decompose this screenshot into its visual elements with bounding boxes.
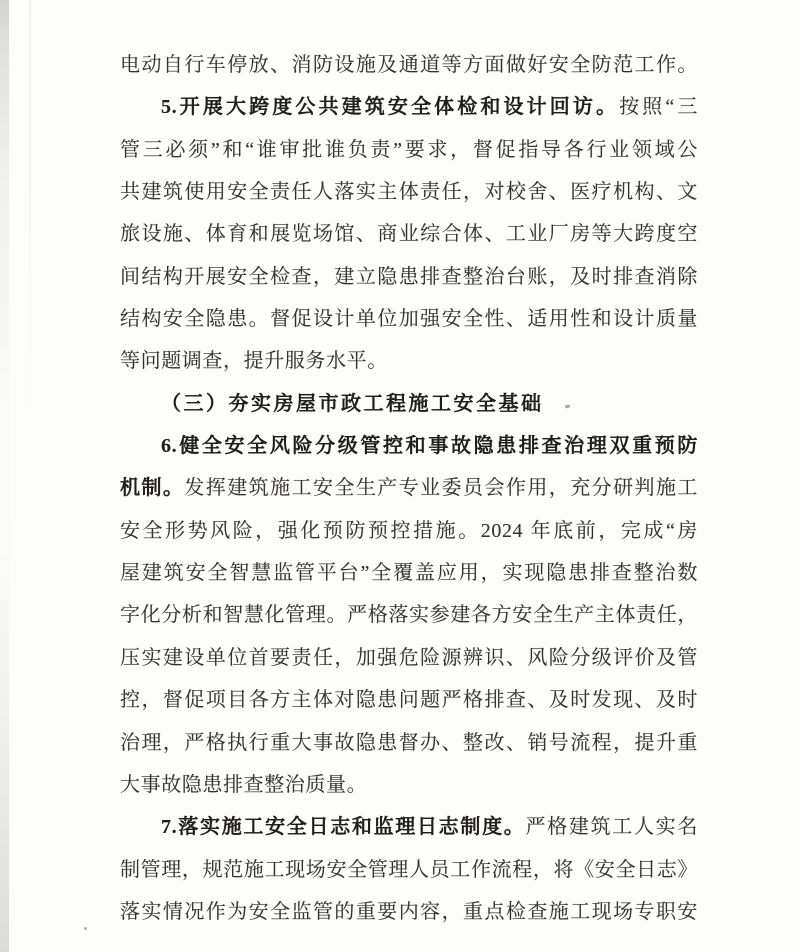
text-line bbox=[120, 213, 698, 255]
scan-edge-artifact bbox=[0, 0, 9, 952]
text-line bbox=[120, 44, 698, 86]
text-line bbox=[120, 86, 698, 128]
text-line bbox=[120, 510, 698, 552]
text-segment: 治理，严格执行重大事故隐患督办、整改、销号流程，提升重 bbox=[120, 731, 698, 754]
text-segment: 旅设施、体育和展览场馆、商业综合体、工业厂房等大跨度空 bbox=[120, 223, 698, 246]
bold-text-segment: 6.健全安全风险分级管控和事故隐患排查治理双重预防 bbox=[161, 435, 698, 458]
scan-fold-line-artifact bbox=[29, 0, 31, 420]
text-segment: 间结构开展安全检查，建立隐患排查整治台账，及时排查消除 bbox=[120, 265, 698, 288]
text-segment: 控，督促项目各方主体对隐患问题严格排查、及时发现、及时 bbox=[120, 689, 698, 712]
text-line bbox=[120, 764, 698, 806]
text-segment: 按照“三 bbox=[619, 96, 698, 119]
bold-text-segment: 5.开展大跨度公共建筑安全体检和设计回访。 bbox=[161, 96, 620, 119]
text-segment: 电动自行车停放、消防设施及通道等方面做好安全防范工作。 bbox=[120, 54, 698, 76]
text-line bbox=[120, 467, 698, 509]
bold-text-segment: 7.落实施工安全日志和监理日志制度。 bbox=[161, 816, 526, 839]
text-line bbox=[120, 425, 698, 467]
text-segment: 屋建筑安全智慧监管平台”全覆盖应用，实现隐患排查整治数 bbox=[120, 562, 698, 585]
section-heading bbox=[120, 383, 698, 425]
text-segment: 发挥建筑施工安全生产专业委员会作用，充分研判施工 bbox=[184, 477, 698, 500]
text-segment: 落实情况作为安全监管的重要内容，重点检查施工现场专职安 bbox=[120, 900, 698, 923]
text-segment: 制管理，规范施工现场安全管理人员工作流程，将《安全日志》 bbox=[120, 858, 698, 881]
text-segment: 严格建筑工人实名 bbox=[525, 816, 698, 839]
text-line bbox=[120, 256, 698, 298]
text-segment: 字化分析和智慧化管理。严格落实参建各方安全生产主体责任， bbox=[120, 604, 698, 627]
text-line bbox=[120, 171, 698, 213]
document-text-block bbox=[120, 44, 698, 933]
text-line bbox=[120, 340, 698, 382]
text-segment: 压实建设单位首要责任，加强危险源辨识、风险分级评价及管 bbox=[120, 646, 698, 669]
bold-text-segment: 机制。 bbox=[120, 477, 185, 500]
scan-speck-bottom-left bbox=[84, 927, 87, 930]
text-segment: 大事故隐患排查整治质量。 bbox=[120, 773, 368, 796]
text-line bbox=[120, 298, 698, 340]
text-line bbox=[120, 594, 698, 636]
text-line bbox=[120, 129, 698, 171]
text-segment: 管三必须”和“谁审批谁负责”要求，督促指导各行业领域公 bbox=[120, 138, 698, 161]
text-line bbox=[120, 722, 698, 764]
text-line bbox=[120, 849, 698, 891]
text-segment: 共建筑使用安全责任人落实主体责任，对校舍、医疗机构、文 bbox=[120, 181, 698, 204]
text-line bbox=[120, 806, 698, 848]
text-segment: 等问题调查，提升服务水平。 bbox=[120, 350, 388, 373]
text-segment: 安全形势风险，强化预防预控措施。2024 年底前，完成“房 bbox=[120, 519, 698, 542]
bold-text-segment: （三）夯实房屋市政工程施工安全基础 bbox=[161, 392, 544, 415]
text-line bbox=[120, 637, 698, 679]
text-line bbox=[120, 891, 698, 933]
text-line bbox=[120, 679, 698, 721]
text-line bbox=[120, 552, 698, 594]
text-segment: 结构安全隐患。督促设计单位加强安全性、适用性和设计质量 bbox=[120, 308, 698, 331]
